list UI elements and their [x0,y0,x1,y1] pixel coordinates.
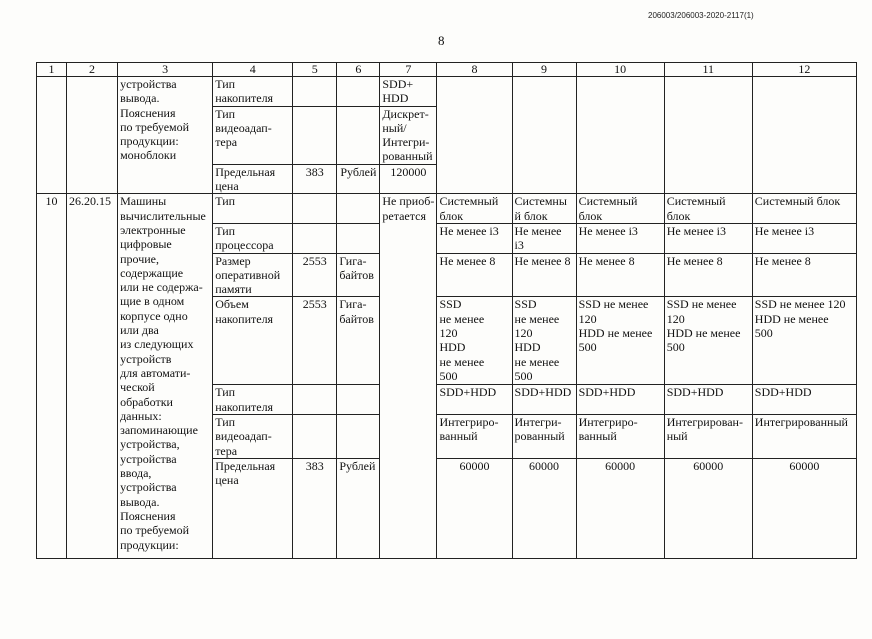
column-header: 2 [67,63,118,77]
cell-characteristic: Тип видеоадап- тера [213,106,293,164]
cell-okpd [67,77,118,194]
column-header: 5 [293,63,337,77]
cell-value: Интегри- рованный [512,415,576,459]
column-header: 9 [512,63,576,77]
cell-value: SSD не менее 120 HDD не менее 500 [576,297,664,385]
cell-value: SSD не менее 120 HDD не менее 500 [664,297,752,385]
cell-value: Не менее i3 [437,223,512,253]
cell-empty [576,77,664,194]
cell-value: 60000 [752,459,856,559]
table-row [37,77,857,107]
cell-characteristic: Тип накопителя [213,77,293,107]
cell-value: 60000 [576,459,664,559]
cell-value: Не менее 8 [664,253,752,297]
cell-code [293,385,337,415]
cell-value: Системный блок [752,194,856,224]
cell-unit [337,106,380,164]
column-header: 8 [437,63,512,77]
cell-value: Не менее 8 [437,253,512,297]
column-header: 4 [213,63,293,77]
cell-description: Машины вычислительные электронные цифровые прочие, содержащие или не содержа- щие в одном корпусе одно или два из следующих устройств для автомати- ческой обработки данных: запоминающие устройства, устройства ввода, устройства вывода. Пояснения по требуемой продукции: [118,194,213,559]
cell-value: Не менее i3 [664,223,752,253]
cell-value: Не менее i3 [512,223,576,253]
cell-value: SSD не менее 120 HDD не менее 500 [437,297,512,385]
cell-characteristic: Размер оперативной памяти [213,253,293,297]
cell-code: 383 [293,459,337,559]
cell-unit: Рублей [337,459,380,559]
cell-empty [752,77,856,194]
cell-value: SSD не менее 120 HDD не менее 500 [752,297,856,385]
cell-unit [337,415,380,459]
cell-code [293,106,337,164]
cell-unit [337,194,380,224]
cell-requirement: Дискрет- ный/ Интегри- рованный [380,106,437,164]
column-header: 7 [380,63,437,77]
cell-value: Системный блок [664,194,752,224]
cell-unit: Гига- байтов [337,297,380,385]
cell-empty [437,77,512,194]
cell-value: SDD+HDD [512,385,576,415]
cell-no: 10 [37,194,67,559]
cell-unit: Рублей [337,164,380,194]
cell-description: устройства вывода. Пояснения по требуемой продукции: моноблоки [118,77,213,194]
cell-code: 383 [293,164,337,194]
page-number: 8 [438,33,445,48]
cell-value: 60000 [437,459,512,559]
cell-value: Интегрирован- ный [664,415,752,459]
column-header: 10 [576,63,664,77]
cell-value: Не менее i3 [752,223,856,253]
cell-value: SDD+HDD [752,385,856,415]
cell-value: Интегриро- ванный [576,415,664,459]
cell-value: Системный блок [576,194,664,224]
cell-no [37,77,67,194]
specification-table [36,62,857,559]
column-header: 1 [37,63,67,77]
column-header: 6 [337,63,380,77]
cell-value: Не менее 8 [512,253,576,297]
table-row [37,194,857,224]
cell-unit [337,385,380,415]
cell-value: SDD+HDD [437,385,512,415]
cell-code: 2553 [293,253,337,297]
cell-characteristic: Тип видеоадап- тера [213,415,293,459]
cell-value: SDD+HDD [576,385,664,415]
document-number: 206003/206003-2020-2117(1) [648,11,754,20]
cell-value: Не менее i3 [576,223,664,253]
cell-unit [337,77,380,107]
cell-value: SDD+HDD [664,385,752,415]
cell-value: Системны й блок [512,194,576,224]
cell-requirement: Не приоб- ретается [380,194,437,559]
cell-characteristic: Предельная цена [213,164,293,194]
cell-empty [512,77,576,194]
cell-value: SSD не менее 120 HDD не менее 500 [512,297,576,385]
cell-value: Не менее 8 [752,253,856,297]
cell-characteristic: Тип [213,194,293,224]
cell-value: Не менее 8 [576,253,664,297]
column-header: 3 [118,63,213,77]
column-header: 12 [752,63,856,77]
cell-unit: Гига- байтов [337,253,380,297]
cell-characteristic: Тип накопителя [213,385,293,415]
cell-characteristic: Тип процессора [213,223,293,253]
cell-characteristic: Предельная цена [213,459,293,559]
column-header: 11 [664,63,752,77]
cell-value: 60000 [664,459,752,559]
cell-code: 2553 [293,297,337,385]
cell-requirement: SDD+ HDD [380,77,437,107]
column-number-row [37,63,857,77]
cell-value: 60000 [512,459,576,559]
cell-unit [337,223,380,253]
cell-value: Интегрированный [752,415,856,459]
cell-empty [664,77,752,194]
cell-characteristic: Объем накопителя [213,297,293,385]
cell-value: Интегриро- ванный [437,415,512,459]
cell-value: Системный блок [437,194,512,224]
cell-code [293,194,337,224]
cell-requirement: 120000 [380,164,437,194]
cell-code [293,223,337,253]
cell-code [293,415,337,459]
cell-code [293,77,337,107]
cell-okpd: 26.20.15 [67,194,118,559]
